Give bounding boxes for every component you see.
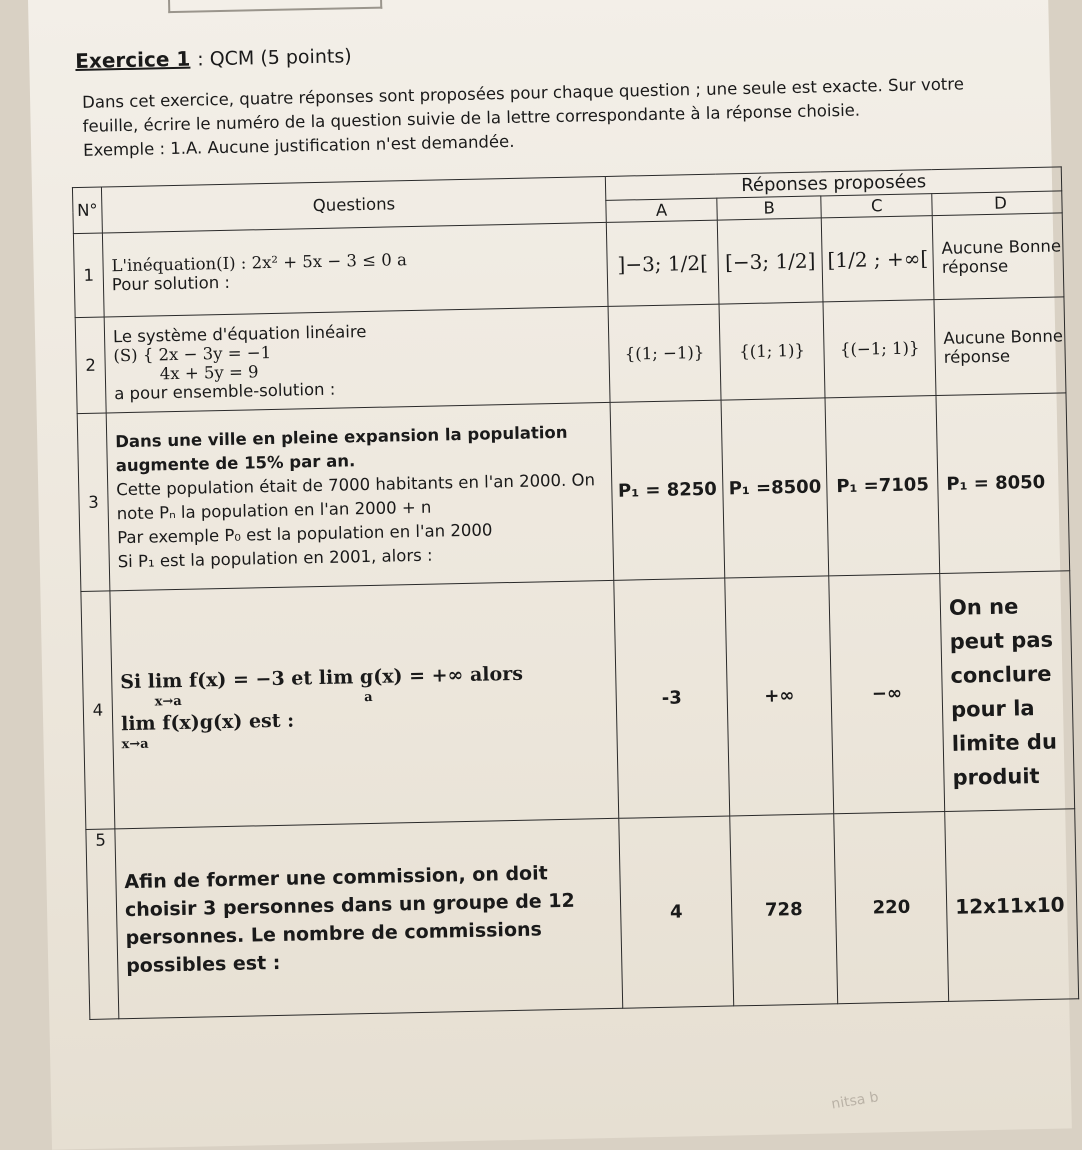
question-cell — [106, 402, 614, 591]
answer-c: {(−1; 1)} — [823, 300, 936, 398]
table-row — [81, 571, 1075, 830]
answer-d: Aucune Bonne réponse — [932, 213, 1064, 300]
question-line: Si P₁ est la population en 2001, alors : — [117, 545, 433, 571]
question-line: 4x + 5y = 9 — [159, 361, 259, 383]
question-line: lim f(x)g(x) est : — [120, 709, 295, 735]
answer-c: 220 — [834, 811, 949, 1003]
row-number: 3 — [77, 413, 110, 592]
question-cell: Afin de former une commission, on doit choisir 3 personnes dans un groupe de 12 personnes. Le nombre de commissions possibles est : — [115, 818, 623, 1019]
intro-text: Dans cet exercice, quatre réponses sont proposées pour chaque question ; une seule est exacte. Sur votre feuille, écrire le numéro de la question suivie de la lettre correspondante à la réponse choisie. — [81, 74, 965, 136]
row-number: 5 — [86, 829, 119, 1020]
sheet-top-tab — [168, 0, 382, 13]
exercise-subtitle: : QCM (5 points) — [197, 45, 352, 71]
header-c: C — [821, 194, 932, 218]
header-num: N° — [72, 187, 102, 234]
question-cell — [102, 222, 608, 317]
question-cell — [104, 306, 610, 413]
question-line: Dans une ville en pleine expansion la population augmente de 15% par an. — [114, 422, 568, 475]
answer-a: ]−3; 1/2[ — [607, 220, 719, 306]
exercise-title — [75, 43, 352, 73]
answer-b: [−3; 1/2] — [717, 218, 823, 304]
answer-a: 4 — [619, 816, 733, 1008]
intro-example: Exemple : 1.A. Aucune justification n'est demandée. — [82, 131, 515, 160]
answer-d: Aucune Bonne réponse — [934, 297, 1066, 396]
exercise-title-label: Exercice 1 — [75, 46, 191, 74]
answer-a: -3 — [614, 578, 729, 818]
answer-c: [1/2 ; +∞[ — [822, 216, 934, 302]
answer-b: +∞ — [725, 576, 835, 816]
answer-d: P₁ = 8050 — [936, 393, 1070, 574]
question-line: Le système d'équation linéaire — [112, 321, 367, 346]
question-line: L'inéquation(I) : 2x² + 5x − 3 ≤ 0 a — [111, 249, 407, 275]
row-number: 1 — [73, 233, 104, 318]
answer-b: {(1; 1)} — [719, 302, 826, 400]
qcm-table — [72, 166, 1079, 1020]
row-number: 4 — [81, 591, 115, 830]
answer-c: P₁ =7105 — [825, 396, 939, 576]
answer-b: P₁ =8500 — [721, 398, 829, 578]
header-a: A — [606, 198, 717, 222]
question-line: a pour ensemble-solution : — [113, 379, 336, 403]
header-b: B — [717, 196, 822, 220]
header-answers: Réponses proposées — [606, 167, 1062, 201]
answer-c: −∞ — [829, 574, 945, 814]
limit-subscript: a — [364, 689, 373, 705]
answer-d: On ne peut pas conclure pour la limite du produit — [940, 571, 1075, 812]
question-line: Si lim f(x) = −3 et lim g(x) = +∞ alors — [120, 662, 524, 693]
answer-a: {(1; −1)} — [608, 304, 720, 402]
table-row — [77, 393, 1070, 592]
faint-mark: nitsa b — [830, 1089, 880, 1113]
table-row — [86, 809, 1079, 1020]
header-d: D — [932, 191, 1062, 216]
answer-b: 728 — [730, 814, 839, 1006]
question-line: (S) { 2x − 3y = −1 — [113, 342, 272, 365]
question-line: Cette population était de 7000 habitants en l'an 2000. On note Pₙ la population en l'an 2000 + n — [116, 469, 596, 523]
limit-subscript: x→a — [121, 736, 149, 752]
limit-subscript: x→a — [154, 693, 182, 709]
header-questions: Questions — [101, 176, 606, 233]
answer-a: P₁ = 8250 — [610, 400, 724, 580]
answer-d: 12x11x10 — [945, 809, 1079, 1002]
exam-sheet — [28, 0, 1072, 1150]
row-number: 2 — [75, 317, 106, 414]
exercise-intro — [82, 71, 1013, 162]
question-line: Par exemple P₀ est la population en l'an 2000 — [117, 519, 493, 547]
question-line: Pour solution : — [111, 272, 231, 294]
question-cell — [110, 580, 619, 829]
